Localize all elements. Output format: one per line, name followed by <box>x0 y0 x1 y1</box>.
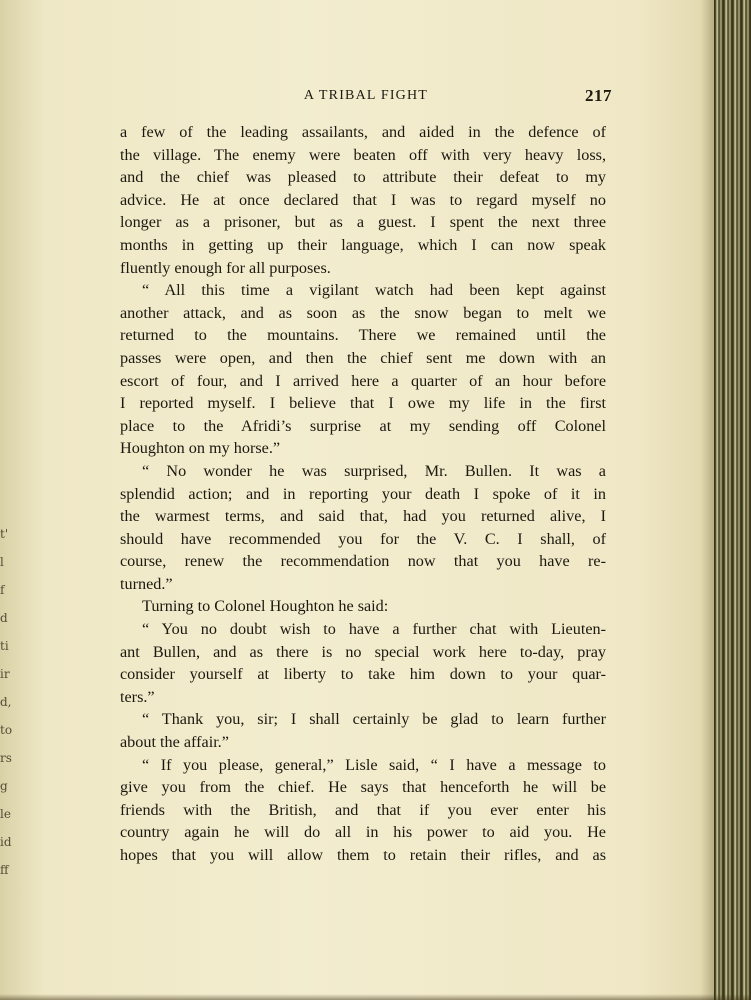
text-line: should have recommended you for the V. C. I shall, of <box>120 529 606 548</box>
text-line: “ Thank you, sir; I shall certainly be glad to learn further <box>142 710 606 729</box>
text-line: Houghton on my horse.” <box>120 439 281 458</box>
text-line: passes were open, and then the chief sent me down with an <box>120 348 606 367</box>
bleed-through-margin-marks <box>0 520 14 880</box>
text-line: consider yourself at liberty to take him down to your quar- <box>120 665 606 684</box>
text-line: escort of four, and I arrived here a quarter of an hour before <box>120 371 606 390</box>
body-text <box>120 121 606 867</box>
margin-mark: l <box>0 555 4 569</box>
text-line: returned to the mountains. There we remained until the <box>120 326 606 345</box>
text-line: ters.” <box>120 687 155 706</box>
text-line: fluently enough for all purposes. <box>120 258 331 277</box>
margin-mark: id <box>0 835 12 849</box>
text-line: splendid action; and in reporting your death I spoke of it in <box>120 484 606 503</box>
text-line: months in getting up their language, which I can now speak <box>120 235 606 254</box>
text-line: hopes that you will allow them to retain their rifles, and as <box>120 846 606 864</box>
text-line: longer as a prisoner, but as a guest. I spent the next three <box>120 213 606 232</box>
page-edge-shadow <box>700 0 714 1000</box>
page-number: 217 <box>585 86 612 105</box>
text-line: ant Bullen, and as there is no special work here to-day, pray <box>120 642 606 661</box>
margin-mark: le <box>0 807 11 821</box>
margin-mark: ff <box>0 863 9 877</box>
text-line: a few of the leading assailants, and aided in the defence of <box>120 123 606 141</box>
margin-mark: f <box>0 583 5 597</box>
margin-mark: g <box>0 779 8 793</box>
text-line: “ All this time a vigilant watch had been kept against <box>142 281 606 300</box>
text-line: the warmest terms, and said that, had you returned alive, I <box>120 507 606 526</box>
page-bottom-edge <box>0 994 751 1000</box>
text-line: place to the Afridi’s surprise at my sending off Colonel <box>120 416 606 435</box>
margin-mark: d <box>0 611 8 625</box>
running-header <box>120 86 612 108</box>
text-line: course, renew the recommendation now that you have re- <box>120 552 606 571</box>
margin-mark: rs <box>0 751 12 765</box>
text-line: another attack, and as soon as the snow began to melt we <box>120 303 606 322</box>
text-line: turned.” <box>120 574 173 593</box>
book-binding-edge <box>714 0 751 1000</box>
text-line: “ No wonder he was surprised, Mr. Bullen. It was a <box>142 461 606 480</box>
margin-mark: d, <box>0 695 12 709</box>
text-line: “ If you please, general,” Lisle said, “ I have a message to <box>142 755 606 774</box>
text-line: I reported myself. I believe that I owe my life in the first <box>120 394 606 413</box>
text-line: the village. The enemy were beaten off with very heavy loss, <box>120 145 606 164</box>
text-line: “ You no doubt wish to have a further chat with Lieuten- <box>142 620 606 639</box>
text-line: about the affair.” <box>120 733 229 752</box>
margin-mark: ti <box>0 639 9 653</box>
margin-mark: to <box>0 723 13 737</box>
text-line: advice. He at once declared that I was to regard myself no <box>120 190 606 209</box>
margin-mark: t' <box>0 527 9 541</box>
text-line: and the chief was pleased to attribute their defeat to my <box>120 168 606 187</box>
text-line: give you from the chief. He says that henceforth he will be <box>120 778 606 797</box>
text-line: friends with the British, and that if you ever enter his <box>120 800 606 819</box>
margin-mark: ir <box>0 667 10 681</box>
running-title: A TRIBAL FIGHT <box>303 88 429 103</box>
text-line: Turning to Colonel Houghton he said: <box>142 597 389 616</box>
text-line: country again he will do all in his power to aid you. He <box>120 823 606 842</box>
